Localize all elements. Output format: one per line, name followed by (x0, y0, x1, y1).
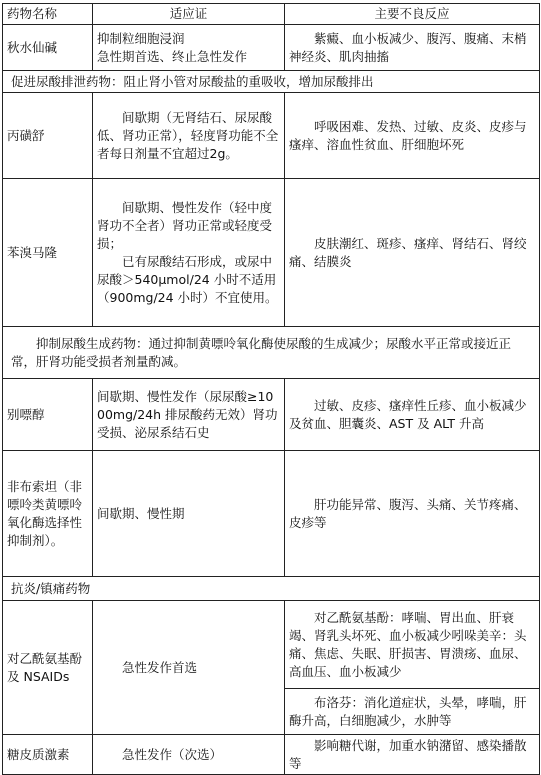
table-header-row (3, 4, 540, 25)
adverse-cell: 呼吸困难、发热、过敏、皮炎、皮疹与瘙痒、溶血性贫血、肝细胞坏死 (285, 93, 540, 179)
drug-name: 对乙酰氨基酚及 NSAIDs (3, 601, 93, 735)
table-row-probenecid (3, 93, 540, 179)
table-row-allopurinol (3, 379, 540, 451)
header-drug-name: 药物名称 (3, 4, 93, 25)
adverse-cell: 肝功能异常、腹泻、头痛、关节疼痛、皮疹等 (285, 451, 540, 577)
section-row-uricosuric (3, 71, 540, 93)
adverse-cell: 布洛芬：消化道症状，头晕，哮喘，肝酶升高，白细胞减少，水肿等 (285, 689, 540, 735)
table-row-benzbromarone (3, 179, 540, 327)
table-row-glucocorticoid (3, 735, 540, 775)
indication-paragraph: 已有尿酸结石形成，或尿中尿酸＞540μmol/24 小时不适用（900mg/24 小时）不宜使用。 (97, 253, 278, 305)
section-heading: 促进尿酸排泄药物：阻止肾小管对尿酸盐的重吸收，增加尿酸排出 (3, 71, 540, 93)
table-row-nsaids (3, 601, 540, 689)
section-row-inhibitor (3, 327, 540, 379)
header-adverse-reaction: 主要不良反应 (285, 4, 540, 25)
table-row-colchicine (3, 25, 540, 71)
adverse-cell: 影响糖代谢，加重水钠潴留、感染播散等 (285, 735, 540, 775)
indication-cell: 急性发作首选 (93, 601, 285, 735)
adverse-cell: 紫癜、血小板减少、腹泻、腹痛、末梢神经炎、肌肉抽搐 (285, 25, 540, 71)
header-indication: 适应证 (93, 4, 285, 25)
drug-name: 糖皮质激素 (3, 735, 93, 775)
drug-name: 非布索坦（非嘌呤类黄嘌呤氧化酶选择性抑制剂）。 (3, 451, 93, 577)
adverse-cell: 对乙酰氨基酚：哮喘、胃出血、肝衰竭、肾乳头坏死、血小板减少吲哚美辛：头痛、焦虑、失眠、肝损害、胃溃疡、血尿、高血压、血小板减少 (285, 601, 540, 689)
drug-name: 别嘌醇 (3, 379, 93, 451)
adverse-cell: 皮肤潮红、斑疹、瘙痒、肾结石、肾绞痛、结膜炎 (285, 179, 540, 327)
indication-cell (93, 179, 285, 327)
indication-cell: 急性发作（次选） (93, 735, 285, 775)
section-row-antiinflammatory (3, 577, 540, 601)
section-heading: 抗炎/镇痛药物 (3, 577, 540, 601)
adverse-cell: 过敏、皮疹、瘙痒性丘疹、血小板减少及贫血、胆囊炎、AST 及 ALT 升高 (285, 379, 540, 451)
table-row-febuxostat (3, 451, 540, 577)
indication-line: 急性期首选、终止急性发作 (97, 48, 248, 64)
drug-name: 秋水仙碱 (3, 25, 93, 71)
gout-drug-table (2, 3, 540, 775)
indication-paragraph: 间歇期、慢性发作（轻中度肾功不全者）肾功正常或轻度受损； (97, 199, 273, 251)
indication-cell (93, 25, 285, 71)
indication-line: 抑制粒细胞浸润 (97, 30, 185, 46)
indication-cell: 间歇期、慢性发作（尿尿酸≥1000mg/24h 排尿酸药无效）肾功受损、泌尿系结石史 (93, 379, 285, 451)
drug-name: 苯溴马隆 (3, 179, 93, 327)
drug-name: 丙磺舒 (3, 93, 93, 179)
indication-cell: 间歇期、慢性期 (93, 451, 285, 577)
indication-cell: 间歇期（无肾结石、尿尿酸低、肾功正常），轻度肾功能不全者每日剂量不宜超过2g。 (93, 93, 285, 179)
section-heading: 抑制尿酸生成药物：通过抑制黄嘌呤氧化酶使尿酸的生成减少；尿酸水平正常或接近正常，肝肾功能受损者剂量酌减。 (3, 327, 540, 379)
